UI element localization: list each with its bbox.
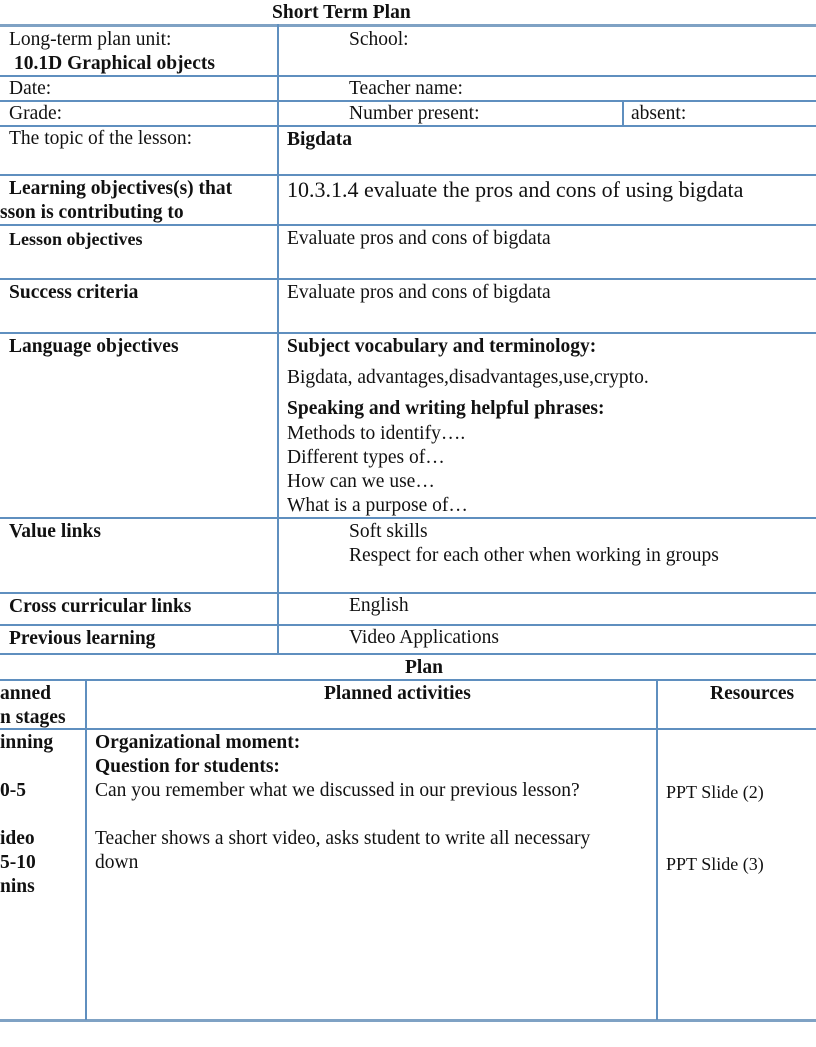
- cross-curricular-label: Cross curricular links: [9, 596, 192, 617]
- lesson-objectives-value: Evaluate pros and cons of bigdata: [287, 228, 551, 249]
- value-links-line: Soft skills: [349, 521, 428, 542]
- row-divider: [0, 728, 816, 730]
- stage-line: inning: [0, 732, 54, 753]
- phrase-line: Different types of…: [287, 447, 445, 468]
- row-divider: [0, 332, 816, 334]
- phrase-line: How can we use…: [287, 471, 435, 492]
- phrase-line: Methods to identify….: [287, 423, 466, 444]
- phrase-line: What is a purpose of…: [287, 495, 468, 516]
- success-criteria-value: Evaluate pros and cons of bigdata: [287, 282, 551, 303]
- school-label: School:: [349, 29, 409, 50]
- table-bottom-border: [0, 1019, 816, 1022]
- stage-line: 0-5: [0, 780, 26, 801]
- column-divider: [277, 24, 279, 654]
- topic-value: Bigdata: [287, 129, 353, 150]
- stage-line: nins: [0, 876, 35, 897]
- learning-objectives-label-cont: sson is contributing to: [0, 202, 184, 223]
- previous-learning-label: Previous learning: [9, 628, 156, 649]
- row-divider: [0, 174, 816, 176]
- vocabulary-text: Bigdata, advantages,disadvantages,use,crypto.: [287, 367, 649, 388]
- stages-header: anned: [0, 683, 51, 704]
- vocabulary-heading: Subject vocabulary and terminology:: [287, 336, 597, 357]
- row-divider: [0, 653, 816, 655]
- question-heading: Question for students:: [95, 756, 280, 777]
- learning-objectives-label: Learning objectives(s) that: [9, 178, 233, 199]
- video-activity-text: Teacher shows a short video, asks student to write all necessary: [95, 828, 591, 849]
- row-divider: [0, 278, 816, 280]
- topic-label: The topic of the lesson:: [9, 128, 193, 149]
- resource-item: PPT Slide (2): [666, 782, 764, 802]
- organizational-moment: Organizational moment:: [95, 732, 301, 753]
- long-term-plan-label: Long-term plan unit:: [9, 29, 172, 50]
- long-term-plan-value: 10.1D Graphical objects: [14, 53, 215, 74]
- resource-item: PPT Slide (3): [666, 854, 764, 874]
- number-present-label: Number present:: [349, 103, 480, 124]
- learning-objectives-value: 10.3.1.4 evaluate the pros and cons of using bigdata: [287, 177, 744, 202]
- value-links-label: Value links: [9, 521, 101, 542]
- stage-line: ideo: [0, 828, 35, 849]
- stages-header-cont: n stages: [0, 707, 66, 728]
- document-title: Short Term Plan: [272, 2, 411, 23]
- value-links-line: Respect for each other when working in groups: [349, 545, 719, 566]
- absent-label: absent:: [631, 103, 687, 124]
- lesson-objectives-label: Lesson objectives: [9, 229, 143, 249]
- question-text: Can you remember what we discussed in our previous lesson?: [95, 780, 580, 801]
- stage-line: 5-10: [0, 852, 36, 873]
- column-divider: [85, 679, 87, 1020]
- plan-title: Plan: [405, 657, 443, 678]
- date-label: Date:: [9, 78, 52, 99]
- teacher-name-label: Teacher name:: [349, 78, 463, 99]
- language-objectives-label: Language objectives: [9, 336, 179, 357]
- cross-curricular-value: English: [349, 595, 409, 616]
- previous-learning-value: Video Applications: [349, 627, 499, 648]
- video-activity-text-cont: down: [95, 852, 139, 873]
- column-divider: [656, 679, 658, 1020]
- column-divider: [622, 100, 624, 126]
- activities-header: Planned activities: [324, 683, 471, 704]
- phrases-heading: Speaking and writing helpful phrases:: [287, 398, 605, 419]
- success-criteria-label: Success criteria: [9, 282, 139, 303]
- grade-label: Grade:: [9, 103, 63, 124]
- resources-header: Resources: [710, 683, 795, 704]
